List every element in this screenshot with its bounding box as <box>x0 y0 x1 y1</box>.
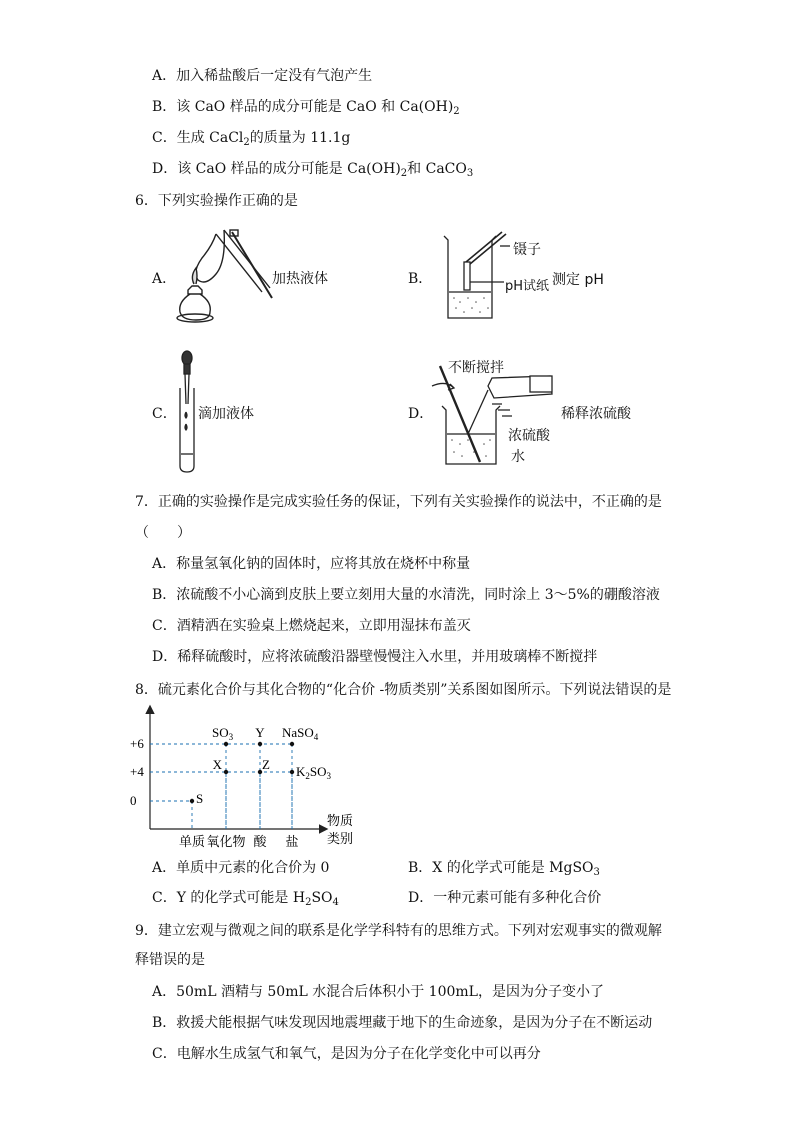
heating-liquid-diagram <box>172 228 282 332</box>
data-point <box>224 770 228 774</box>
subscript: 2 <box>243 137 250 148</box>
q9-stem-line2: 释错误的是 <box>135 952 205 968</box>
q6-c-label: 滴加液体 <box>198 406 254 422</box>
q6-d-water: 水 <box>511 449 525 465</box>
q7-paren: （ ） <box>135 525 191 541</box>
q7-option-c: C．酒精洒在实验桌上燃烧起来，立即用湿抹布盖灭 <box>152 618 471 634</box>
data-point <box>290 770 294 774</box>
subscript: 2 <box>305 897 312 908</box>
subscript: 2 <box>453 106 460 117</box>
data-point <box>224 742 228 746</box>
q6-a-label: 加热液体 <box>272 271 328 287</box>
data-point <box>290 742 294 746</box>
q8-option-c-text-mid: SO <box>311 890 333 906</box>
q6-b-paper: pH试纸 <box>505 279 550 294</box>
x-axis-label: 类别 <box>326 831 354 846</box>
q5-option-b <box>152 97 460 117</box>
x-axis-label: 物质 <box>326 813 354 828</box>
q5-option-a: A．加入稀盐酸后一定没有气泡产生 <box>152 68 373 84</box>
subscript: 3 <box>466 168 474 179</box>
q5-option-c-text-post: 的质量为 11.1g <box>249 130 351 146</box>
y-tick-label: +4 <box>130 764 144 779</box>
q7-option-b: B．浓硫酸不小心滴到皮肤上要立刻用大量的水清洗，同时涂上 3～5%的硼酸溶液 <box>152 587 660 603</box>
x-tick-label: 单质 <box>178 834 206 849</box>
q9-option-c: C．电解水生成氢气和氧气，是因为分子在化学变化中可以再分 <box>152 1046 541 1062</box>
q6-d-label: 稀释浓硫酸 <box>561 406 631 422</box>
q8-option-d: D．一种元素可能有多种化合价 <box>408 890 602 906</box>
point-label: $SO_3$ <box>212 725 234 742</box>
q8-option-c-text: C．Y 的化学式可能是 H <box>152 890 306 906</box>
q8-option-b <box>408 858 600 878</box>
y-tick-label: 0 <box>130 793 137 808</box>
q5-option-c-text: C．生成 CaCl <box>152 130 244 146</box>
q8-option-b-text: B．X 的化学式可能是 MgSO <box>408 860 594 876</box>
q6-a-letter: A． <box>152 271 177 287</box>
q7-option-a: A．称量氢氧化钠的固体时，应将其放在烧杯中称量 <box>152 556 471 572</box>
x-tick-label: 盐 <box>285 834 299 849</box>
subscript: 2 <box>400 168 408 179</box>
q6-b-letter: B． <box>408 271 433 287</box>
diluting-acid-diagram <box>432 364 582 470</box>
q5-option-d <box>152 159 473 179</box>
data-point <box>190 799 194 803</box>
point-label: Z <box>262 757 270 772</box>
point-label: X <box>212 757 222 772</box>
q8-option-a: A．单质中元素的化合价为 0 <box>152 860 330 876</box>
q8-stem: 8．硫元素化合价与其化合物的“化合价 -物质类别”关系图如图所示。下列说法错误的是 <box>135 682 672 698</box>
q6-stem: 6．下列实验操作正确的是 <box>135 193 298 209</box>
q7-option-d: D．稀释硫酸时，应将浓硫酸沿器壁慢慢注入水里，并用玻璃棒不断搅拌 <box>152 649 598 665</box>
point-label: $K_2SO_3$ <box>296 764 332 781</box>
q5-option-b-text: B．该 CaO 样品的成分可能是 CaO 和 Ca(OH) <box>152 99 454 115</box>
subscript: 3 <box>593 867 600 878</box>
valence-category-chart <box>130 705 360 853</box>
q5-option-d-text: D．该 CaO 样品的成分可能是 Ca(OH) <box>152 161 401 177</box>
q9-stem: 9．建立宏观与微观之间的联系是化学学科特有的思维方式。下列对宏观事实的微观解 <box>135 923 662 939</box>
point-label: NaSO$_4$ <box>282 725 319 742</box>
q6-c-letter: C． <box>152 406 177 422</box>
q5-option-c <box>152 128 350 148</box>
data-point <box>258 742 262 746</box>
q9-option-b: B．救援犬能根据气味发现因地震埋藏于地下的生命迹象，是因为分子在不断运动 <box>152 1015 653 1031</box>
q7-stem: 7．正确的实验操作是完成实验任务的保证，下列有关实验操作的说法中，不正确的是 <box>135 494 662 510</box>
point-label: S <box>196 791 204 806</box>
q6-d-letter: D． <box>408 406 434 422</box>
y-tick-label: +6 <box>130 736 144 751</box>
point-label: Y <box>255 725 265 740</box>
dropper-diagram <box>176 350 200 474</box>
x-tick-label: 氧化物 <box>206 834 246 849</box>
q6-d-acid: 浓硫酸 <box>508 428 550 444</box>
q8-option-c <box>152 888 339 908</box>
q6-b-label: 测定 pH <box>552 272 604 288</box>
q6-d-stir: 不断搅拌 <box>448 360 504 376</box>
q6-b-tweezers: 镊子 <box>513 242 541 258</box>
subscript: 4 <box>332 897 339 908</box>
x-tick-label: 酸 <box>253 834 267 849</box>
q5-option-d-text-mid: 和 CaCO <box>407 161 467 177</box>
q9-option-a: A．50mL 酒精与 50mL 水混合后体积小于 100mL，是因为分子变小了 <box>152 984 604 1000</box>
